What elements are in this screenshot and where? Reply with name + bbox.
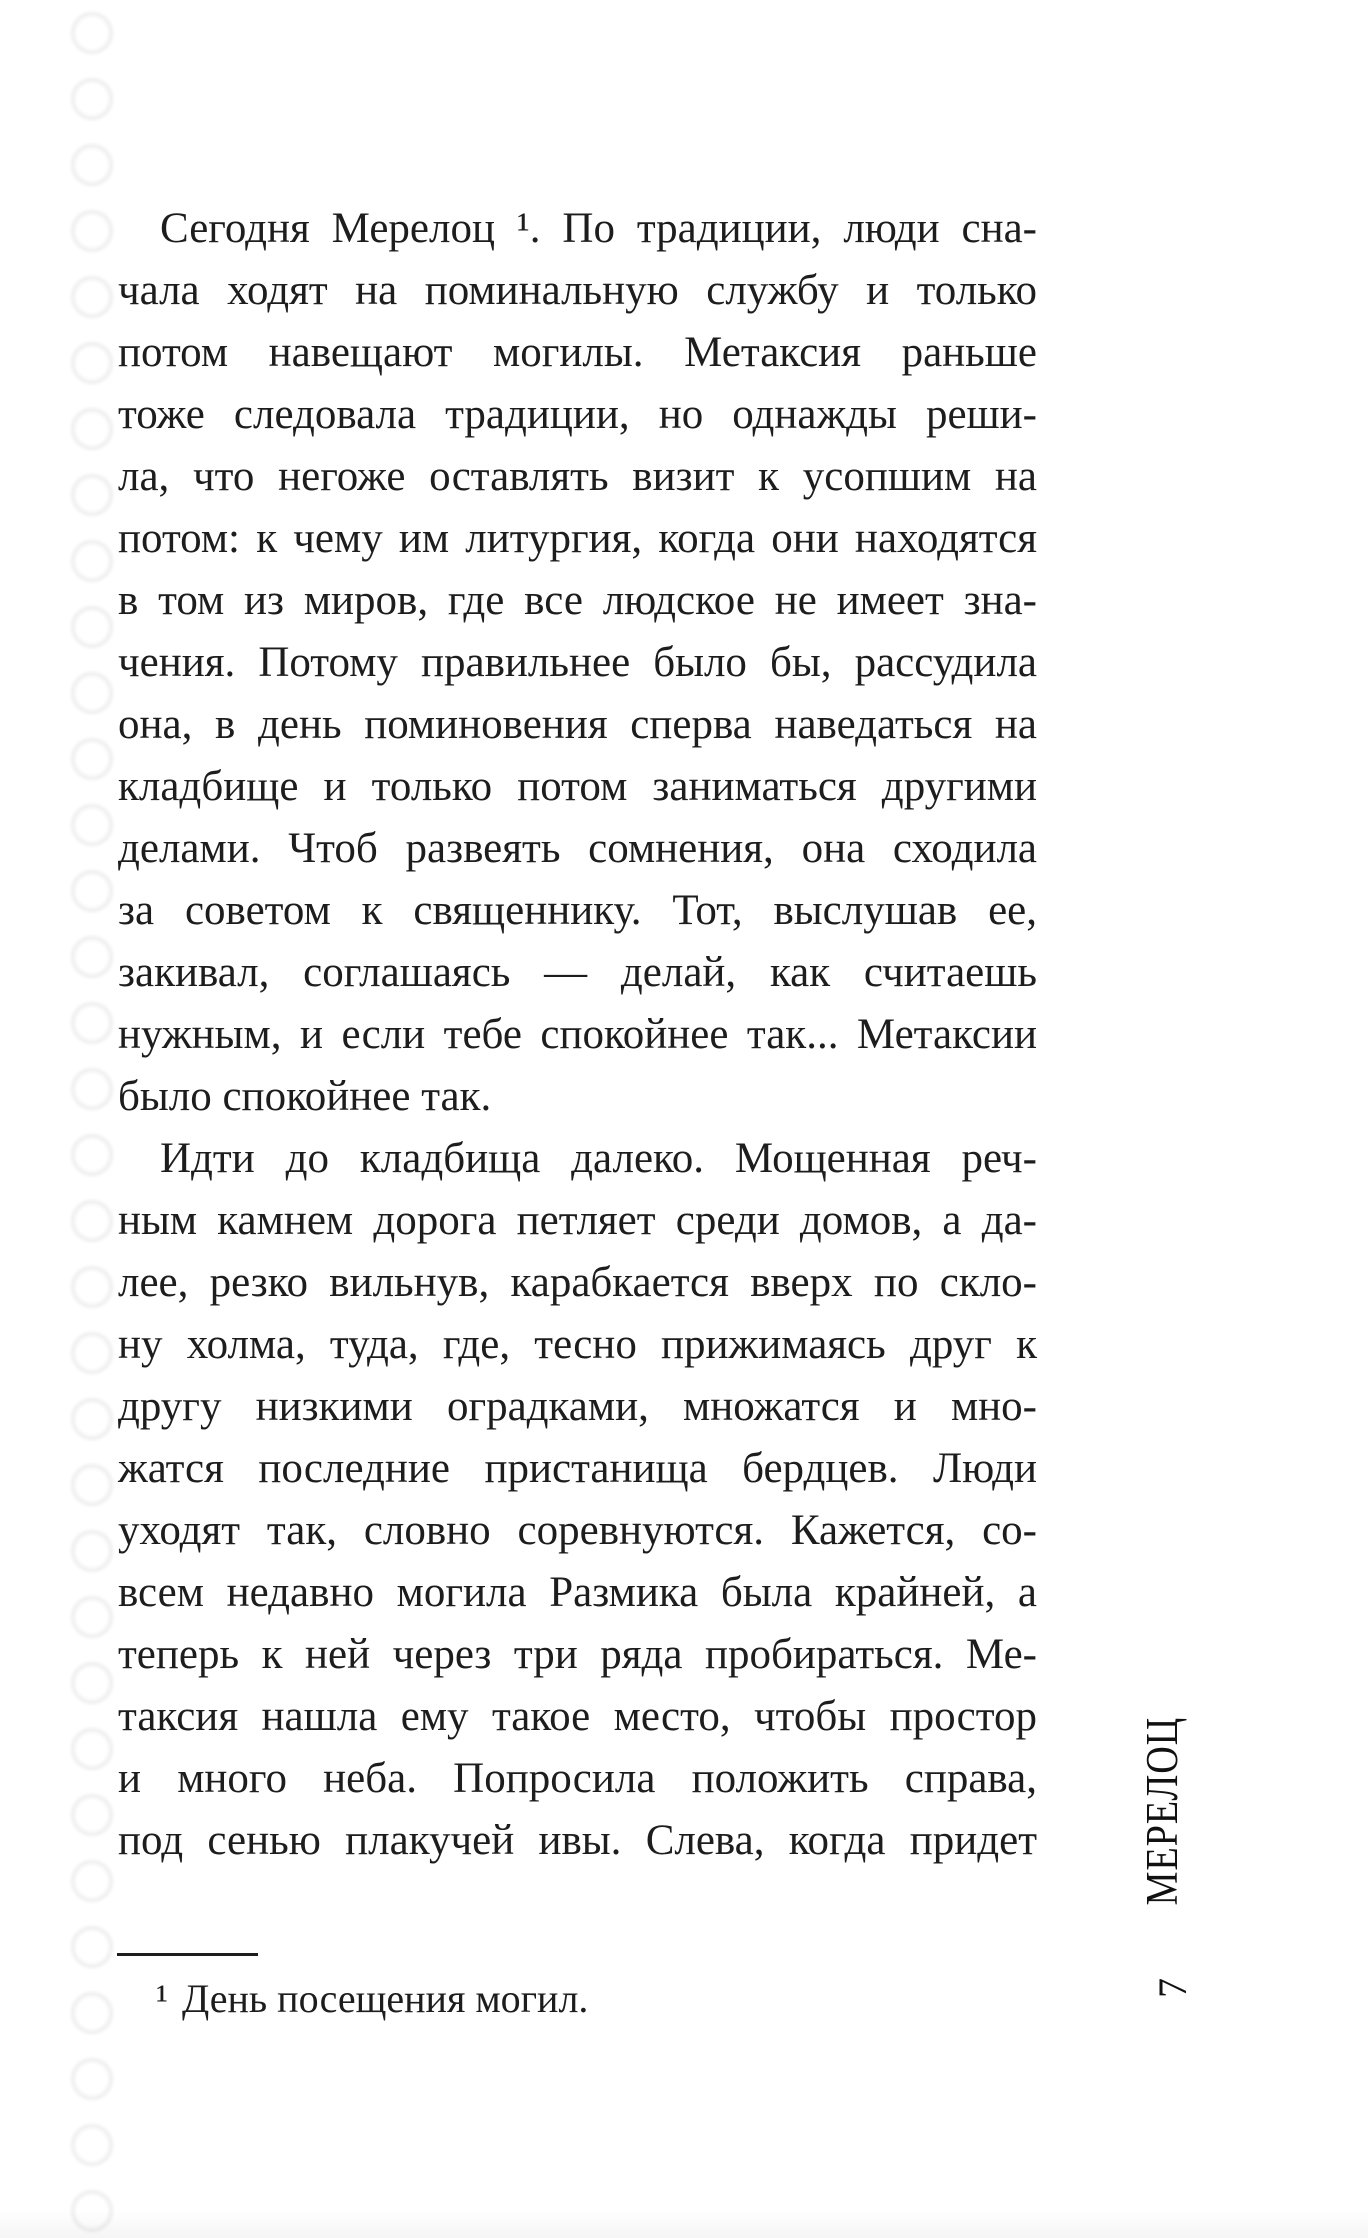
text-line: чала ходят на поминальную службу и только [118,267,1037,314]
text-line: и много неба. Попросила положить справа, [118,1755,1037,1802]
footnote [118,1970,1037,2028]
text-line: ным камнем дорога петляет среди домов, а да- [118,1197,1037,1244]
text-line: кладбище и только потом заниматься другими [118,763,1037,810]
text-line: делами. Чтоб развеять сомнения, она сходила [118,825,1037,872]
text-line: было спокойнее так. [118,1073,492,1120]
text-line: жатся последние пристанища бердцев. Люди [118,1445,1037,1492]
footnote-separator [117,1953,258,1956]
text-line: всем недавно могила Размика была крайней, а [118,1569,1037,1616]
text-line: в том из миров, где все людское не имеет зна- [118,577,1037,624]
text-line: ла, что негоже оставлять визит к усопшим на [118,453,1037,500]
text-line: теперь к ней через три ряда пробираться. Ме- [118,1631,1037,1678]
text-line: под сенью плакучей ивы. Слева, когда придет [118,1817,1037,1864]
text-line: за советом к священнику. Тот, выслушав ее, [118,887,1037,934]
footnote-marker: ¹ [156,1976,168,2021]
text-line: Сегодня Мерелоц ¹. По традиции, люди сна- [160,205,1037,252]
page-bottom-shade [0,2210,1368,2238]
text-line: лее, резко вильнув, карабкается вверх по скло- [118,1259,1037,1306]
text-line: чения. Потому правильнее было бы, рассудила [118,639,1037,686]
text-line: потом: к чему им литургия, когда они находятся [118,515,1037,562]
body-text [118,198,1037,1872]
text-line: потом навещают могилы. Метаксия раньше [118,329,1037,376]
running-title-vertical: МЕРЕЛОЦ [1137,1716,1187,1906]
text-line: ну холма, туда, где, тесно прижимаясь друг к [118,1321,1037,1368]
text-line: тоже следовала традиции, но однажды реши- [118,391,1037,438]
text-line: закивал, соглашаясь — делай, как считаешь [118,949,1037,996]
text-line: нужным, и если тебе спокойнее так... Метаксии [118,1011,1037,1058]
text-line: уходят так, словно соревнуются. Кажется, со- [118,1507,1037,1554]
footnote-text: День посещения могил. [182,1976,589,2021]
text-line: она, в день поминовения сперва наведаться на [118,701,1037,748]
text-line: Идти до кладбища далеко. Мощенная реч- [160,1135,1037,1182]
text-line: таксия нашла ему такое место, чтобы простор [118,1693,1037,1740]
page-number: 7 [1150,1978,1195,1998]
text-line: другу низкими оградками, множатся и мно- [118,1383,1037,1430]
